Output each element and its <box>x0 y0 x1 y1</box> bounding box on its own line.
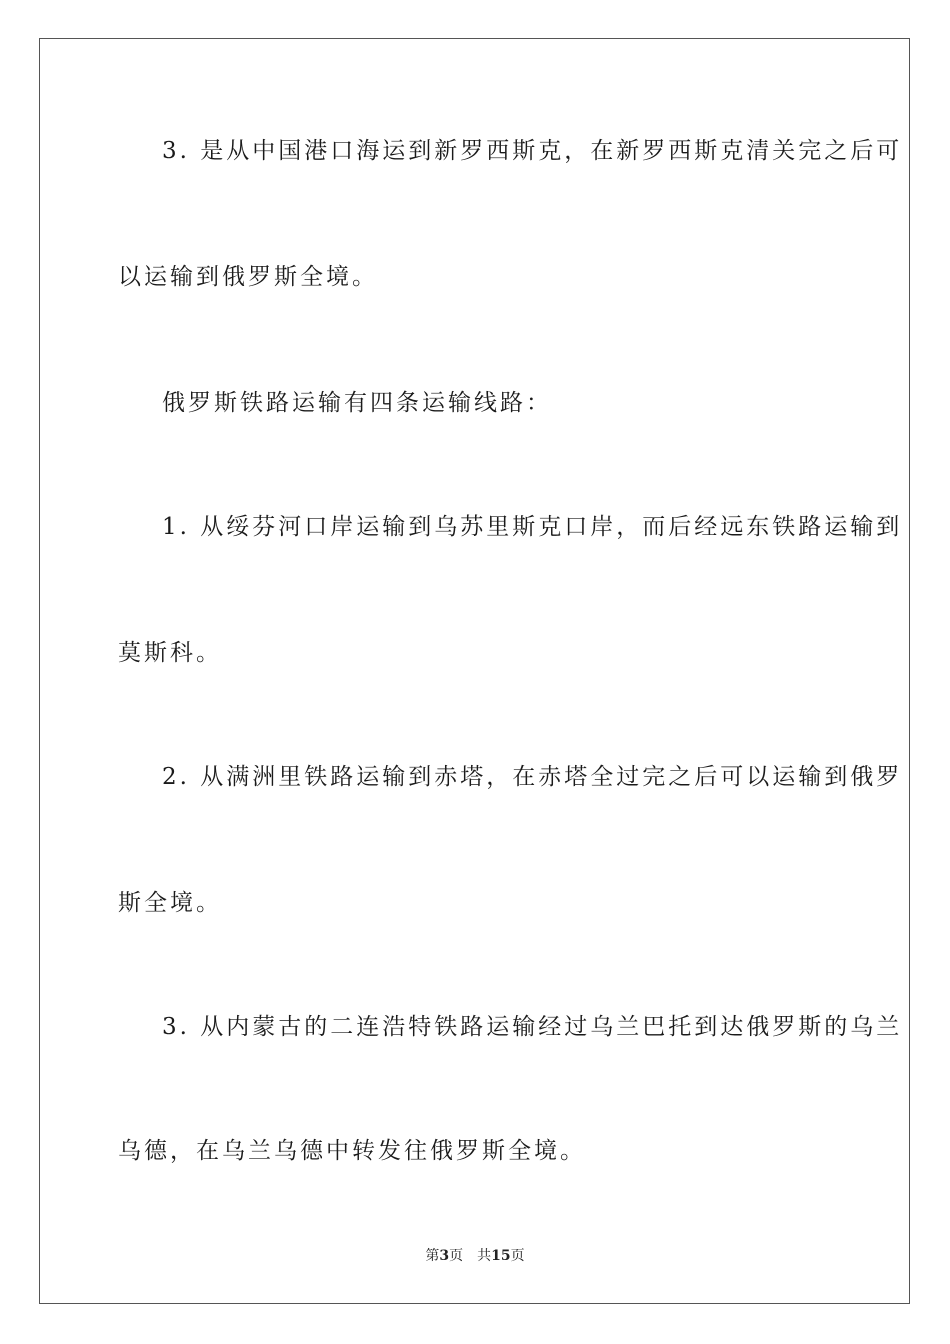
footer-page-prefix: 第 <box>425 1248 440 1264</box>
footer-total-prefix: 共 <box>477 1248 492 1264</box>
paragraph-line-5: 莫斯科。 <box>118 640 222 666</box>
footer-page-suffix: 页 <box>449 1248 464 1264</box>
paragraph-line-4: 1. 从绥芬河口岸运输到乌苏里斯克口岸，而后经远东铁路运输到 <box>162 514 903 540</box>
paragraph-line-6: 2. 从满洲里铁路运输到赤塔，在赤塔全过完之后可以运输到俄罗 <box>162 764 903 790</box>
paragraph-line-7: 斯全境。 <box>118 890 222 916</box>
paragraph-line-2: 以运输到俄罗斯全境。 <box>118 264 378 290</box>
page-border <box>39 38 910 1304</box>
footer-total-pages: 15 <box>491 1248 511 1264</box>
page-footer <box>0 1246 950 1266</box>
footer-page-number: 3 <box>439 1248 450 1264</box>
paragraph-line-8: 3. 从内蒙古的二连浩特铁路运输经过乌兰巴托到达俄罗斯的乌兰 <box>162 1014 903 1040</box>
footer-total-suffix: 页 <box>510 1248 525 1264</box>
paragraph-line-1: 3. 是从中国港口海运到新罗西斯克，在新罗西斯克清关完之后可 <box>162 138 903 164</box>
paragraph-line-9: 乌德，在乌兰乌德中转发往俄罗斯全境。 <box>118 1138 586 1164</box>
paragraph-line-3: 俄罗斯铁路运输有四条运输线路： <box>162 390 552 416</box>
